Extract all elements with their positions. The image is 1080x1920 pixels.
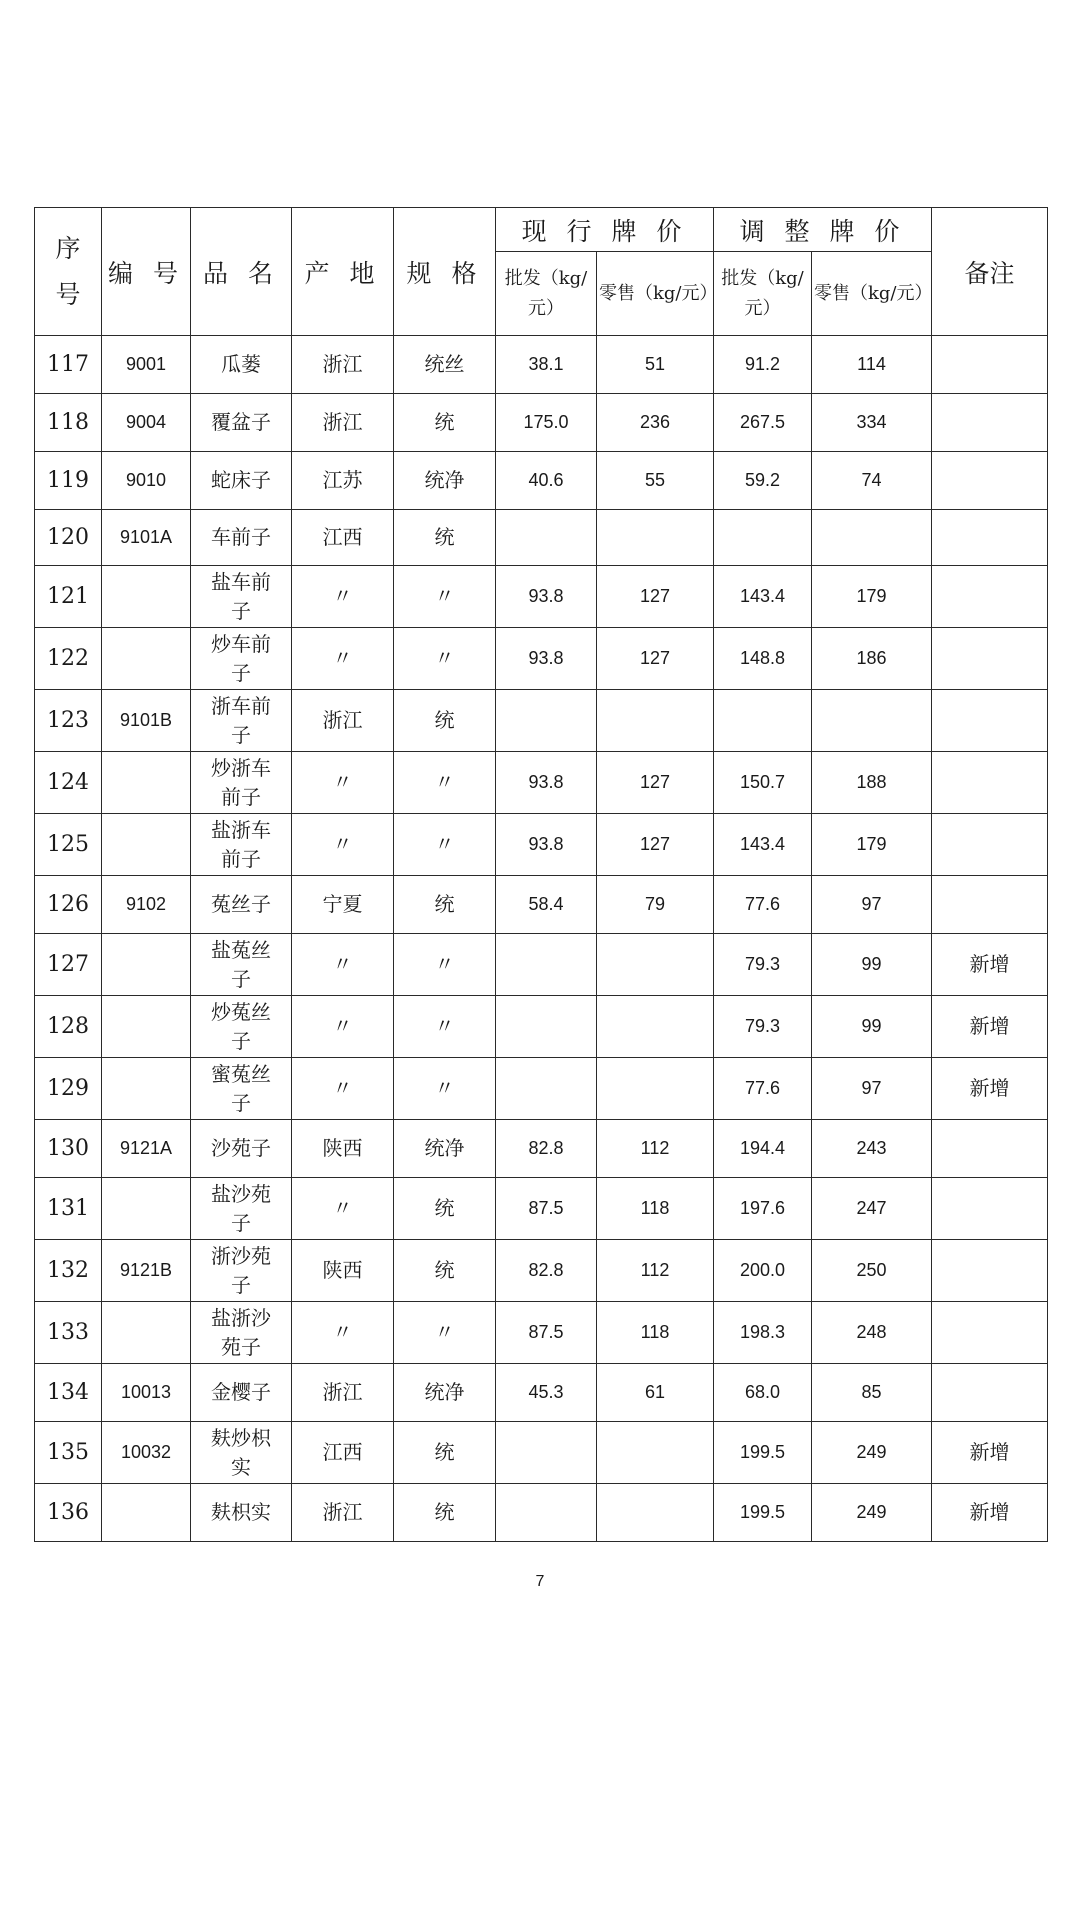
row-adjusted-wholesale: 79.3 — [714, 934, 812, 996]
row-origin: 〃 — [292, 1178, 394, 1240]
row-spec: 统 — [394, 1422, 496, 1484]
row-seq: 130 — [35, 1120, 102, 1178]
row-current-wholesale — [496, 996, 597, 1058]
row-adjusted-retail: 186 — [812, 628, 932, 690]
header-adjusted-retail: 零售（kg/元） — [812, 252, 932, 336]
table-row — [35, 1178, 1048, 1240]
table-row — [35, 510, 1048, 566]
row-adjusted-wholesale: 199.5 — [714, 1484, 812, 1542]
row-adjusted-wholesale — [714, 510, 812, 566]
table-row — [35, 336, 1048, 394]
row-seq: 132 — [35, 1240, 102, 1302]
row-current-retail — [597, 934, 714, 996]
row-spec: 〃 — [394, 934, 496, 996]
row-seq: 124 — [35, 752, 102, 814]
row-current-retail: 79 — [597, 876, 714, 934]
table-row — [35, 876, 1048, 934]
row-adjusted-wholesale — [714, 690, 812, 752]
row-adjusted-retail: 97 — [812, 876, 932, 934]
row-name: 麸枳实 — [191, 1484, 292, 1542]
header-code: 编 号 — [102, 208, 191, 336]
row-seq: 128 — [35, 996, 102, 1058]
row-name: 炒车前子 — [191, 628, 292, 690]
row-current-retail: 236 — [597, 394, 714, 452]
row-spec: 统净 — [394, 1364, 496, 1422]
row-spec: 统 — [394, 690, 496, 752]
row-current-wholesale: 40.6 — [496, 452, 597, 510]
row-adjusted-retail: 247 — [812, 1178, 932, 1240]
header-name: 品 名 — [191, 208, 292, 336]
row-adjusted-wholesale: 91.2 — [714, 336, 812, 394]
row-current-retail — [597, 510, 714, 566]
row-spec: 统 — [394, 1484, 496, 1542]
row-adjusted-retail: 179 — [812, 814, 932, 876]
row-note — [932, 394, 1048, 452]
row-code: 9001 — [102, 336, 191, 394]
row-adjusted-retail: 248 — [812, 1302, 932, 1364]
row-code: 10013 — [102, 1364, 191, 1422]
row-current-retail: 51 — [597, 336, 714, 394]
row-name: 蜜菟丝子 — [191, 1058, 292, 1120]
row-adjusted-wholesale: 197.6 — [714, 1178, 812, 1240]
row-code — [102, 1058, 191, 1120]
row-code — [102, 1178, 191, 1240]
row-seq: 123 — [35, 690, 102, 752]
row-current-retail: 127 — [597, 752, 714, 814]
row-current-wholesale: 82.8 — [496, 1240, 597, 1302]
row-spec: 〃 — [394, 566, 496, 628]
row-origin: 江西 — [292, 510, 394, 566]
row-spec: 统 — [394, 510, 496, 566]
row-origin: 〃 — [292, 996, 394, 1058]
row-spec: 〃 — [394, 628, 496, 690]
row-spec: 〃 — [394, 996, 496, 1058]
row-code: 9102 — [102, 876, 191, 934]
row-name: 炒菟丝子 — [191, 996, 292, 1058]
row-current-retail: 127 — [597, 628, 714, 690]
row-code: 9010 — [102, 452, 191, 510]
row-origin: 陕西 — [292, 1120, 394, 1178]
row-seq: 122 — [35, 628, 102, 690]
table-row — [35, 1240, 1048, 1302]
row-adjusted-retail: 243 — [812, 1120, 932, 1178]
row-code — [102, 814, 191, 876]
price-table-sheet — [34, 207, 1047, 1542]
row-origin: 江苏 — [292, 452, 394, 510]
row-adjusted-wholesale: 68.0 — [714, 1364, 812, 1422]
row-origin: 宁夏 — [292, 876, 394, 934]
row-adjusted-retail: 249 — [812, 1484, 932, 1542]
table-row — [35, 1364, 1048, 1422]
row-name: 盐浙沙苑子 — [191, 1302, 292, 1364]
row-note — [932, 452, 1048, 510]
row-adjusted-wholesale: 77.6 — [714, 1058, 812, 1120]
row-code: 10032 — [102, 1422, 191, 1484]
row-code — [102, 996, 191, 1058]
row-seq: 126 — [35, 876, 102, 934]
row-current-wholesale: 87.5 — [496, 1178, 597, 1240]
row-adjusted-retail: 334 — [812, 394, 932, 452]
row-current-retail: 112 — [597, 1120, 714, 1178]
header-spec: 规 格 — [394, 208, 496, 336]
row-origin: 浙江 — [292, 394, 394, 452]
row-spec: 〃 — [394, 1058, 496, 1120]
row-adjusted-wholesale: 143.4 — [714, 566, 812, 628]
row-adjusted-retail: 249 — [812, 1422, 932, 1484]
row-code — [102, 628, 191, 690]
row-spec: 统净 — [394, 1120, 496, 1178]
row-adjusted-retail — [812, 690, 932, 752]
row-current-wholesale — [496, 510, 597, 566]
row-origin: 浙江 — [292, 1484, 394, 1542]
row-seq: 118 — [35, 394, 102, 452]
row-seq: 125 — [35, 814, 102, 876]
row-current-retail: 112 — [597, 1240, 714, 1302]
row-note — [932, 566, 1048, 628]
row-origin: 〃 — [292, 566, 394, 628]
row-name: 麸炒枳实 — [191, 1422, 292, 1484]
row-adjusted-retail: 114 — [812, 336, 932, 394]
row-adjusted-retail: 74 — [812, 452, 932, 510]
row-current-wholesale — [496, 1058, 597, 1120]
row-origin: 〃 — [292, 628, 394, 690]
row-current-wholesale: 175.0 — [496, 394, 597, 452]
row-note — [932, 1364, 1048, 1422]
row-adjusted-wholesale: 199.5 — [714, 1422, 812, 1484]
row-origin: 〃 — [292, 1058, 394, 1120]
table-row — [35, 628, 1048, 690]
row-adjusted-retail: 250 — [812, 1240, 932, 1302]
row-spec: 统 — [394, 1178, 496, 1240]
row-current-wholesale: 93.8 — [496, 752, 597, 814]
row-current-retail — [597, 1058, 714, 1120]
row-note: 新增 — [932, 996, 1048, 1058]
row-name: 车前子 — [191, 510, 292, 566]
table-row — [35, 452, 1048, 510]
row-name: 沙苑子 — [191, 1120, 292, 1178]
row-seq: 131 — [35, 1178, 102, 1240]
row-note: 新增 — [932, 1422, 1048, 1484]
row-note — [932, 814, 1048, 876]
row-seq: 127 — [35, 934, 102, 996]
table-row — [35, 1120, 1048, 1178]
row-origin: 浙江 — [292, 690, 394, 752]
row-current-retail — [597, 996, 714, 1058]
row-code — [102, 752, 191, 814]
row-current-wholesale: 93.8 — [496, 628, 597, 690]
header-current-price: 现 行 牌 价 — [496, 208, 714, 252]
header-adjusted-price: 调 整 牌 价 — [714, 208, 932, 252]
row-note — [932, 1302, 1048, 1364]
row-adjusted-wholesale: 79.3 — [714, 996, 812, 1058]
row-code — [102, 1484, 191, 1542]
row-origin: 〃 — [292, 934, 394, 996]
table-row — [35, 690, 1048, 752]
row-adjusted-wholesale: 150.7 — [714, 752, 812, 814]
row-adjusted-retail: 99 — [812, 996, 932, 1058]
page-number: 7 — [535, 1573, 545, 1590]
header-origin: 产 地 — [292, 208, 394, 336]
table-row — [35, 1058, 1048, 1120]
row-name: 盐沙苑子 — [191, 1178, 292, 1240]
row-code — [102, 934, 191, 996]
row-note — [932, 628, 1048, 690]
row-name: 浙沙苑子 — [191, 1240, 292, 1302]
row-current-retail: 127 — [597, 814, 714, 876]
row-current-retail — [597, 1422, 714, 1484]
row-adjusted-retail: 188 — [812, 752, 932, 814]
table-row — [35, 934, 1048, 996]
row-current-wholesale — [496, 1422, 597, 1484]
row-seq: 119 — [35, 452, 102, 510]
row-note — [932, 876, 1048, 934]
header-seq: 序号 — [35, 208, 102, 336]
row-name: 覆盆子 — [191, 394, 292, 452]
header-adjusted-wholesale: 批发（kg/元） — [714, 252, 812, 336]
row-spec: 统 — [394, 876, 496, 934]
table-body — [35, 336, 1048, 1542]
row-adjusted-wholesale: 148.8 — [714, 628, 812, 690]
row-seq: 120 — [35, 510, 102, 566]
row-current-retail: 118 — [597, 1178, 714, 1240]
row-spec: 统 — [394, 394, 496, 452]
row-seq: 117 — [35, 336, 102, 394]
price-table — [34, 207, 1048, 1542]
row-current-retail — [597, 1484, 714, 1542]
row-current-retail: 118 — [597, 1302, 714, 1364]
row-seq: 136 — [35, 1484, 102, 1542]
row-adjusted-retail: 85 — [812, 1364, 932, 1422]
row-adjusted-wholesale: 77.6 — [714, 876, 812, 934]
row-current-wholesale — [496, 934, 597, 996]
row-origin: 〃 — [292, 814, 394, 876]
row-spec: 〃 — [394, 814, 496, 876]
row-name: 菟丝子 — [191, 876, 292, 934]
row-origin: 〃 — [292, 752, 394, 814]
table-row — [35, 394, 1048, 452]
row-name: 蛇床子 — [191, 452, 292, 510]
row-adjusted-retail: 179 — [812, 566, 932, 628]
row-current-retail: 127 — [597, 566, 714, 628]
row-origin: 浙江 — [292, 336, 394, 394]
row-name: 盐菟丝子 — [191, 934, 292, 996]
row-spec: 〃 — [394, 752, 496, 814]
row-current-wholesale — [496, 690, 597, 752]
row-current-wholesale — [496, 1484, 597, 1542]
row-name: 炒浙车前子 — [191, 752, 292, 814]
row-adjusted-retail: 99 — [812, 934, 932, 996]
table-row — [35, 1422, 1048, 1484]
row-current-wholesale: 58.4 — [496, 876, 597, 934]
table-row — [35, 752, 1048, 814]
row-adjusted-wholesale: 198.3 — [714, 1302, 812, 1364]
row-origin: 江西 — [292, 1422, 394, 1484]
row-origin: 〃 — [292, 1302, 394, 1364]
row-code — [102, 566, 191, 628]
row-spec: 统丝 — [394, 336, 496, 394]
row-current-retail: 55 — [597, 452, 714, 510]
row-current-wholesale: 87.5 — [496, 1302, 597, 1364]
row-adjusted-wholesale: 143.4 — [714, 814, 812, 876]
row-note — [932, 1240, 1048, 1302]
row-origin: 陕西 — [292, 1240, 394, 1302]
row-adjusted-retail — [812, 510, 932, 566]
row-code: 9101A — [102, 510, 191, 566]
row-current-wholesale: 38.1 — [496, 336, 597, 394]
row-seq: 121 — [35, 566, 102, 628]
row-name: 金樱子 — [191, 1364, 292, 1422]
table-row — [35, 566, 1048, 628]
row-code: 9004 — [102, 394, 191, 452]
row-note — [932, 752, 1048, 814]
row-note — [932, 1120, 1048, 1178]
row-current-wholesale: 93.8 — [496, 566, 597, 628]
row-current-wholesale: 93.8 — [496, 814, 597, 876]
row-code: 9121B — [102, 1240, 191, 1302]
row-spec: 统 — [394, 1240, 496, 1302]
row-adjusted-wholesale: 59.2 — [714, 452, 812, 510]
table-row — [35, 1484, 1048, 1542]
header-current-retail: 零售（kg/元） — [597, 252, 714, 336]
row-note: 新增 — [932, 1484, 1048, 1542]
row-adjusted-wholesale: 194.4 — [714, 1120, 812, 1178]
row-code: 9101B — [102, 690, 191, 752]
row-note — [932, 1178, 1048, 1240]
header-current-wholesale: 批发（kg/元） — [496, 252, 597, 336]
table-row — [35, 814, 1048, 876]
row-current-wholesale: 45.3 — [496, 1364, 597, 1422]
row-note: 新增 — [932, 1058, 1048, 1120]
table-row — [35, 996, 1048, 1058]
row-name: 盐浙车前子 — [191, 814, 292, 876]
row-code: 9121A — [102, 1120, 191, 1178]
row-adjusted-retail: 97 — [812, 1058, 932, 1120]
table-row — [35, 1302, 1048, 1364]
row-seq: 133 — [35, 1302, 102, 1364]
row-seq: 129 — [35, 1058, 102, 1120]
row-spec: 〃 — [394, 1302, 496, 1364]
row-seq: 134 — [35, 1364, 102, 1422]
row-origin: 浙江 — [292, 1364, 394, 1422]
row-note — [932, 690, 1048, 752]
row-adjusted-wholesale: 200.0 — [714, 1240, 812, 1302]
row-seq: 135 — [35, 1422, 102, 1484]
row-name: 盐车前子 — [191, 566, 292, 628]
row-spec: 统净 — [394, 452, 496, 510]
row-name: 瓜蒌 — [191, 336, 292, 394]
row-adjusted-wholesale: 267.5 — [714, 394, 812, 452]
row-note — [932, 510, 1048, 566]
row-note: 新增 — [932, 934, 1048, 996]
row-code — [102, 1302, 191, 1364]
row-name: 浙车前子 — [191, 690, 292, 752]
row-note — [932, 336, 1048, 394]
row-current-retail — [597, 690, 714, 752]
row-current-retail: 61 — [597, 1364, 714, 1422]
header-note: 备注 — [932, 208, 1048, 336]
row-current-wholesale: 82.8 — [496, 1120, 597, 1178]
